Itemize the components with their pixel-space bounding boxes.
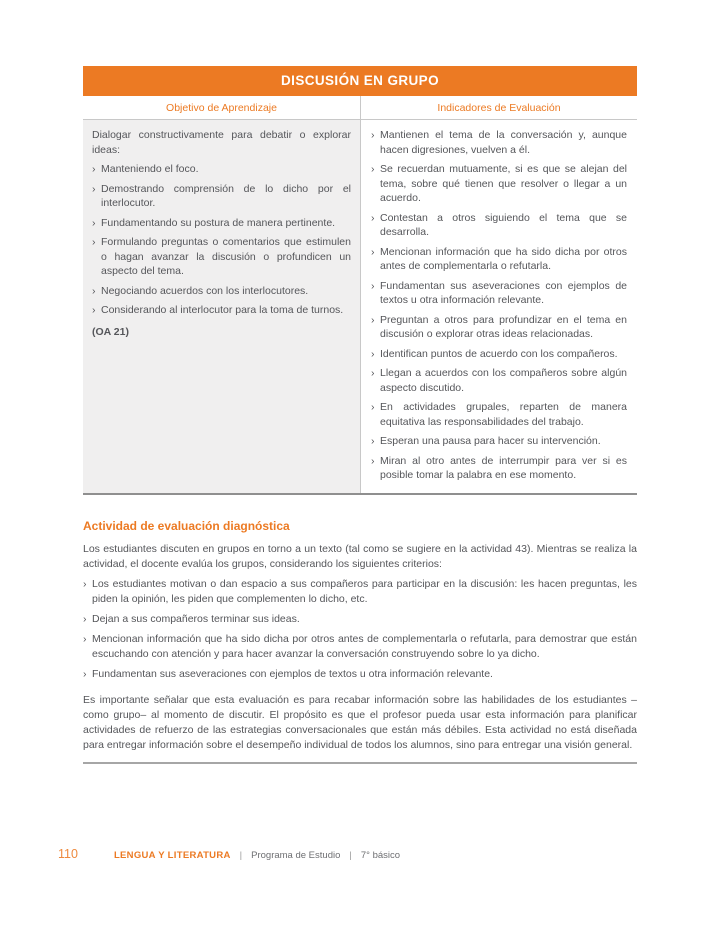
- activity-closing: Es importante señalar que esta evaluación es para recabar información sobre las habilidades de los estudiantes –como grupo– al momento de discutir. El propósito es que el profesor pueda usar esta información para planificar actividades de refuerzo de las estrategias conversacionales que están más débiles. Esta actividad no está diseñada para entregar información sobre el desempeño individual de todos los alumnos, sino para entregar una visión general.: [83, 693, 637, 751]
- list-item: [92, 162, 351, 177]
- list-item: [83, 667, 637, 682]
- bullet-chevron-icon: ›: [371, 454, 375, 467]
- bullet-text: Esperan una pausa para hacer su intervención.: [380, 435, 601, 447]
- bullet-chevron-icon: ›: [92, 284, 96, 297]
- bullet-text: Fundamentando su postura de manera pertinente.: [101, 216, 336, 229]
- bullet-chevron-icon: ›: [92, 163, 96, 175]
- bullet-chevron-icon: ›: [371, 129, 375, 141]
- bullet-chevron-icon: ›: [371, 245, 375, 258]
- objective-cell: [83, 120, 361, 493]
- bullet-text: Preguntan a otros para profundizar en el tema en discusión o explorar otras ideas relacionadas.: [380, 313, 627, 340]
- bullet-text: Dejan a sus compañeros terminar sus ideas.: [92, 612, 300, 625]
- bullet-text: Demostrando comprensión de lo dicho por el interlocutor.: [101, 182, 351, 209]
- bullet-chevron-icon: ›: [92, 304, 96, 316]
- list-item: [371, 162, 627, 206]
- section-divider: [83, 762, 637, 764]
- indicator-bullet-list: [371, 128, 627, 483]
- bullet-chevron-icon: ›: [371, 211, 375, 224]
- bullet-chevron-icon: ›: [371, 313, 375, 326]
- bullet-chevron-icon: ›: [371, 279, 375, 292]
- bullet-text: Contestan a otros siguiendo el tema que se desarrolla.: [380, 211, 627, 238]
- column-header-objective: Objetivo de Aprendizaje: [83, 96, 361, 119]
- page-number: 110: [58, 847, 78, 861]
- list-item: [83, 612, 637, 627]
- bullet-text: Negociando acuerdos con los interlocutores.: [101, 284, 309, 297]
- bullet-text: En actividades grupales, reparten de manera equitativa las responsabilidades del trabajo.: [380, 401, 627, 428]
- bullet-chevron-icon: ›: [83, 667, 87, 680]
- objective-intro: Dialogar constructivamente para debatir o explorar ideas:: [92, 129, 351, 156]
- discussion-table: [83, 66, 637, 495]
- bullet-text: Se recuerdan mutuamente, si es que se alejan del tema, sobre qué tienen que resolver o llegar a un acuerdo.: [380, 163, 627, 204]
- table-header-row: [83, 96, 637, 120]
- footer-separator: |: [349, 850, 352, 861]
- footer-subject: LENGUA Y LITERATURA: [113, 850, 231, 861]
- footer-separator: |: [239, 850, 243, 861]
- footer-grade: 7° básico: [360, 850, 401, 861]
- bullet-chevron-icon: ›: [371, 435, 375, 447]
- bullet-text: Mantienen el tema de la conversación y, aunque hacen digresiones, vuelven a él.: [380, 129, 627, 156]
- bullet-text: Considerando al interlocutor para la toma de turnos.: [101, 304, 344, 316]
- bullet-chevron-icon: ›: [92, 182, 96, 195]
- bullet-chevron-icon: ›: [83, 632, 87, 645]
- bullet-text: Mencionan información que ha sido dicha por otros antes de complementarla o refutarla, para demostrar que están escuchando con atención y para hacer avanzar la conversación construyendo sobre lo ya dicho.: [92, 632, 637, 660]
- list-item: [371, 279, 627, 308]
- activity-intro: Los estudiantes discuten en grupos en torno a un texto (tal como se sugiere en la actividad 43). Mientras se realiza la actividad, el docente evalúa los grupos, considerando los siguientes criterios:: [83, 542, 637, 570]
- list-item: [83, 577, 637, 607]
- bullet-text: Fundamentan sus aseveraciones con ejemplos de textos u otra información relevante.: [92, 667, 493, 680]
- activity-heading: Actividad de evaluación diagnóstica: [83, 518, 290, 533]
- footer-program: Programa de Estudio: [251, 850, 341, 861]
- list-item: [92, 284, 351, 299]
- indicators-cell: [361, 120, 637, 493]
- table-title: DISCUSIÓN EN GRUPO: [83, 66, 637, 96]
- bullet-chevron-icon: ›: [92, 236, 96, 248]
- bullet-chevron-icon: ›: [83, 612, 87, 625]
- bullet-text: Manteniendo el foco.: [101, 163, 199, 175]
- bullet-chevron-icon: ›: [83, 577, 87, 590]
- activity-bullet-list: [83, 577, 637, 682]
- bullet-text: Fundamentan sus aseveraciones con ejemplos de textos u otra información relevante.: [380, 279, 627, 306]
- bullet-text: Los estudiantes motivan o dan espacio a sus compañeros para participar en la discusión: les hacen preguntas, les piden la opinión, les piden que complementen lo dicho, etc.: [92, 577, 637, 605]
- objective-bullet-list: [92, 162, 351, 318]
- bullet-text: Llegan a acuerdos con los compañeros sobre algún aspecto discutido.: [380, 367, 627, 394]
- list-item: [371, 128, 627, 157]
- bullet-text: Formulando preguntas o comentarios que estimulen o hagan avanzar la discusión o profundicen un aspecto del tema.: [101, 236, 351, 277]
- list-item: [83, 632, 637, 662]
- list-item: [371, 211, 627, 240]
- list-item: [92, 182, 351, 211]
- page-footer: [58, 847, 400, 861]
- bullet-chevron-icon: ›: [92, 216, 96, 229]
- activity-section: [83, 519, 637, 764]
- list-item: [92, 235, 351, 279]
- oa-code: (OA 21): [92, 325, 129, 338]
- list-item: [92, 303, 351, 318]
- bullet-chevron-icon: ›: [371, 401, 375, 413]
- bullet-text: Mencionan información que ha sido dicha por otros antes de complementarla o refutarla.: [380, 245, 627, 272]
- list-item: [371, 366, 627, 395]
- bullet-chevron-icon: ›: [371, 367, 375, 379]
- list-item: [371, 434, 627, 449]
- column-header-indicators: Indicadores de Evaluación: [437, 102, 561, 114]
- list-item: [371, 347, 627, 362]
- page-content: [83, 66, 637, 764]
- bullet-text: Miran al otro antes de interrumpir para ver si es posible tomar la palabra en ese momento.: [380, 454, 627, 481]
- list-item: [371, 313, 627, 342]
- list-item: [92, 216, 351, 231]
- bullet-chevron-icon: ›: [371, 347, 375, 360]
- list-item: [371, 454, 627, 483]
- table-body-row: [83, 120, 637, 495]
- bullet-text: Identifican puntos de acuerdo con los compañeros.: [380, 347, 618, 360]
- list-item: [371, 400, 627, 429]
- list-item: [371, 245, 627, 274]
- bullet-chevron-icon: ›: [371, 163, 375, 175]
